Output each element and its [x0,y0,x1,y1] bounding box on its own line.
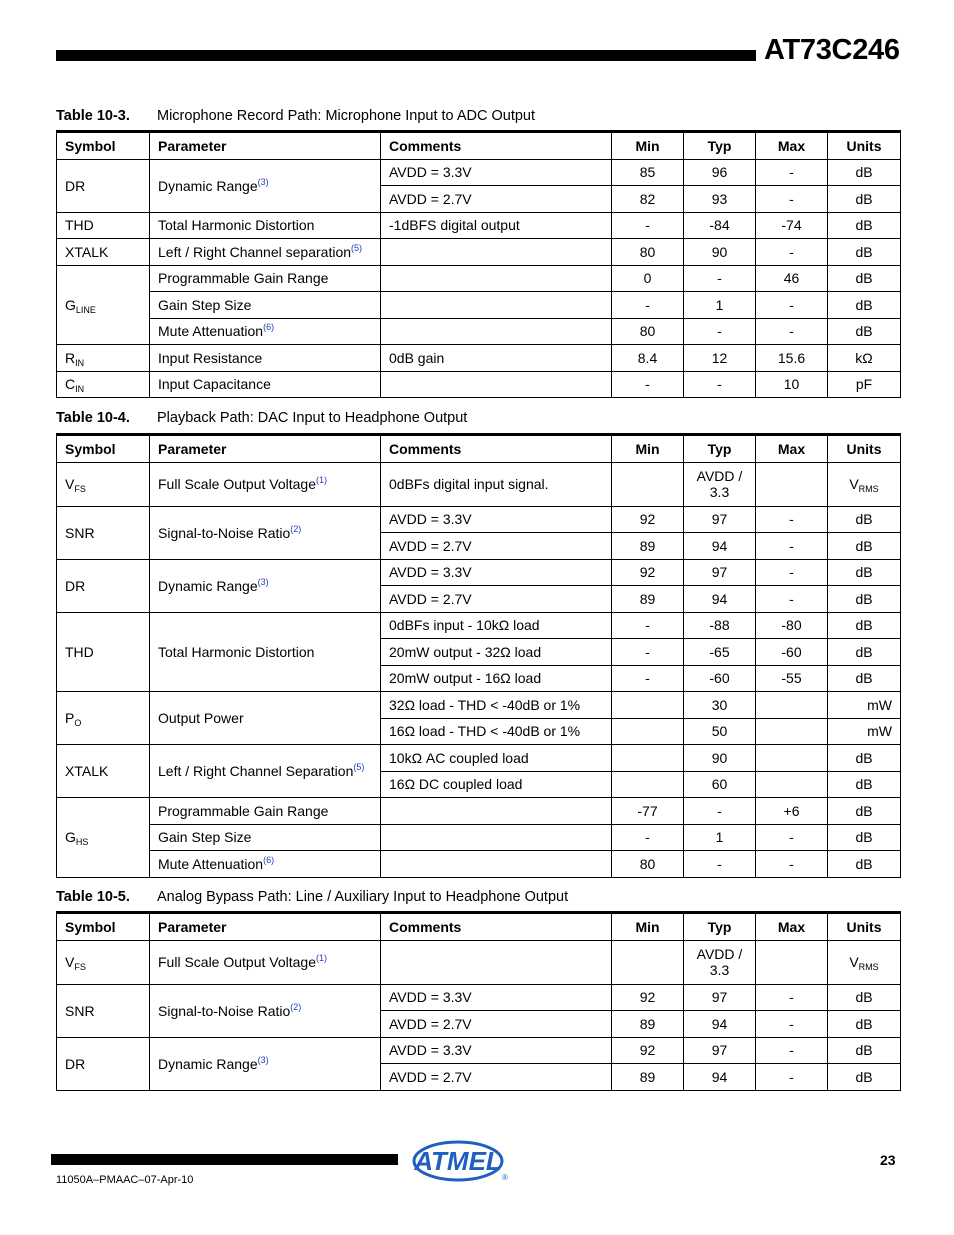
typ-cell: AVDD / 3.3 [684,940,756,984]
comment-cell: 32Ω load - THD < -40dB or 1% [381,692,612,719]
comment-cell: AVDD = 2.7V [381,1064,612,1091]
units-cell: dB [828,798,901,825]
column-header: Units [828,435,901,463]
units-cell: dB [828,239,901,266]
parameter-cell: Dynamic Range$^{(3)}$ [150,1037,381,1090]
column-header: Min [612,435,684,463]
units-cell: $V_{RMS}$ [828,940,901,984]
min-cell: 89 [612,586,684,613]
units-cell: dB [828,186,901,213]
comment-cell: AVDD = 2.7V [381,1011,612,1038]
symbol-cell: SNR [57,506,150,559]
typ-cell: 1 [684,292,756,319]
table-row [57,239,901,266]
table-row [57,940,901,984]
typ-cell: -84 [684,212,756,239]
column-header: Comments [381,913,612,941]
max-cell: - [756,186,828,213]
units-cell: mW [828,692,901,719]
symbol-cell: THD [57,212,150,239]
units-cell: dB [828,586,901,613]
min-cell: 0 [612,265,684,292]
comment-cell: AVDD = 3.3V [381,984,612,1011]
units-cell: dB [828,533,901,560]
units-cell: dB [828,639,901,666]
min-cell: - [612,665,684,692]
min-cell: 80 [612,318,684,345]
max-cell: - [756,984,828,1011]
parameter-cell: Mute Attenuation$^{(6)}$ [150,851,381,878]
symbol-cell: $V_{FS}$ [57,462,150,506]
max-cell: - [756,239,828,266]
symbol-cell: $P_O$ [57,692,150,745]
max-cell: -55 [756,665,828,692]
table-row [57,798,901,825]
footnote-ref[interactable]: (5) [351,242,363,253]
typ-cell: 97 [684,506,756,533]
table-10-5 [56,911,901,1091]
units-cell: dB [828,851,901,878]
min-cell: 92 [612,1037,684,1064]
table-10-3-caption [56,108,535,124]
max-cell [756,462,828,506]
column-header: Typ [684,435,756,463]
units-cell: dB [828,265,901,292]
comment-cell: AVDD = 3.3V [381,559,612,586]
min-cell [612,745,684,772]
symbol-cell: SNR [57,984,150,1037]
table-row [57,212,901,239]
column-header: Max [756,435,828,463]
max-cell: - [756,292,828,319]
table-10-5-caption [56,889,568,905]
min-cell: - [612,371,684,398]
header-rule [56,50,756,61]
column-header: Symbol [57,913,150,941]
header-row [57,132,901,160]
header-row [57,435,901,463]
max-cell [756,718,828,745]
header-row [57,913,901,941]
units-cell: mW [828,718,901,745]
min-cell: - [612,292,684,319]
comment-cell: AVDD = 2.7V [381,586,612,613]
page-number: 23 [880,1152,896,1168]
parameter-cell: Mute Attenuation$^{(6)}$ [150,318,381,345]
logo-text: ATMEL [414,1146,502,1176]
table-row [57,984,901,1011]
max-cell: -80 [756,612,828,639]
units-cell: dB [828,292,901,319]
typ-cell: 97 [684,559,756,586]
comment-cell: AVDD = 3.3V [381,506,612,533]
comment-cell [381,371,612,398]
typ-cell: 60 [684,771,756,798]
typ-cell: 97 [684,984,756,1011]
units-cell: dB [828,612,901,639]
min-cell: 80 [612,239,684,266]
parameter-cell: Input Capacitance [150,371,381,398]
max-cell: - [756,586,828,613]
comment-cell: 0dB gain [381,345,612,372]
comment-cell [381,239,612,266]
comment-cell [381,265,612,292]
comment-cell [381,318,612,345]
parameter-cell: Gain Step Size [150,292,381,319]
column-header: Symbol [57,132,150,160]
symbol-cell: XTALK [57,239,150,266]
typ-cell: -60 [684,665,756,692]
min-cell: 82 [612,186,684,213]
table-row [57,745,901,772]
units-cell: pF [828,371,901,398]
comment-cell: 16Ω load - THD < -40dB or 1% [381,718,612,745]
min-cell: - [612,639,684,666]
min-cell: 8.4 [612,345,684,372]
min-cell [612,940,684,984]
typ-cell: - [684,371,756,398]
comment-cell: AVDD = 3.3V [381,159,612,186]
table-row [57,851,901,878]
units-cell: dB [828,824,901,851]
typ-cell: 94 [684,1064,756,1091]
table-number: Table 10-3. [56,108,130,124]
parameter-cell: Output Power [150,692,381,745]
table-10-4-caption [56,410,467,426]
units-cell: dB [828,212,901,239]
table-title: Playback Path: DAC Input to Headphone Output [157,410,468,426]
comment-cell: 10kΩ AC coupled load [381,745,612,772]
parameter-cell: Left / Right Channel separation$^{(5)}$ [150,239,381,266]
footer-rule [51,1154,398,1165]
symbol-cell: DR [57,1037,150,1090]
column-header: Units [828,132,901,160]
comment-cell: 0dBFs digital input signal. [381,462,612,506]
units-cell: dB [828,1037,901,1064]
comment-cell: AVDD = 3.3V [381,1037,612,1064]
table-row [57,506,901,533]
parameter-cell: Signal-to-Noise Ratio$^{(2)}$ [150,984,381,1037]
table-row [57,1037,901,1064]
typ-cell: 30 [684,692,756,719]
min-cell [612,692,684,719]
max-cell: - [756,824,828,851]
table-row [57,318,901,345]
parameter-cell: Full Scale Output Voltage$^{(1)}$ [150,462,381,506]
max-cell: 10 [756,371,828,398]
table-10-4 [56,433,901,878]
footnote-ref[interactable]: (5) [353,762,365,772]
footnote-ref[interactable]: (3) [257,176,269,187]
min-cell: 85 [612,159,684,186]
max-cell: - [756,506,828,533]
units-cell: dB [828,745,901,772]
table-row [57,824,901,851]
units-cell: kΩ [828,345,901,372]
document-title: AT73C246 [764,34,900,66]
table-title: Analog Bypass Path: Line / Auxiliary Input to Headphone Output [157,889,569,905]
min-cell: 92 [612,984,684,1011]
parameter-cell: Dynamic Range$^{(3)}$ [150,159,381,212]
comment-cell: AVDD = 2.7V [381,533,612,560]
min-cell: - [612,212,684,239]
footnote-ref[interactable]: (3) [257,576,269,587]
typ-cell: -88 [684,612,756,639]
typ-cell: 94 [684,1011,756,1038]
column-header: Units [828,913,901,941]
max-cell: - [756,159,828,186]
min-cell: 89 [612,533,684,560]
max-cell [756,940,828,984]
typ-cell: 94 [684,533,756,560]
max-cell: -74 [756,212,828,239]
table-row [57,462,901,506]
comment-cell: 0dBFs input - 10kΩ load [381,612,612,639]
min-cell: 89 [612,1011,684,1038]
typ-cell: 90 [684,745,756,772]
units-cell: dB [828,665,901,692]
column-header: Parameter [150,435,381,463]
min-cell [612,462,684,506]
min-cell: 89 [612,1064,684,1091]
atmel-logo [412,1137,508,1185]
comment-cell [381,851,612,878]
symbol-cell: $V_{FS}$ [57,940,150,984]
units-cell: dB [828,1064,901,1091]
units-cell: dB [828,559,901,586]
column-header: Comments [381,435,612,463]
typ-cell: 94 [684,586,756,613]
parameter-cell: Full Scale Output Voltage$^{(1)}$ [150,940,381,984]
symbol-cell: $R_{IN}$ [57,345,150,372]
typ-cell: -65 [684,639,756,666]
footnote-ref[interactable]: (1) [316,475,327,485]
symbol-cell: $C_{IN}$ [57,371,150,398]
comment-cell [381,798,612,825]
max-cell: - [756,1064,828,1091]
column-header: Symbol [57,435,150,463]
min-cell: -77 [612,798,684,825]
comment-cell [381,292,612,319]
max-cell: -60 [756,639,828,666]
max-cell: - [756,851,828,878]
min-cell: 92 [612,559,684,586]
symbol-cell: THD [57,612,150,692]
typ-cell: - [684,265,756,292]
typ-cell: 97 [684,1037,756,1064]
max-cell [756,745,828,772]
table-row [57,292,901,319]
units-cell: dB [828,318,901,345]
footnote-ref[interactable]: (3) [257,1054,269,1065]
column-header: Max [756,132,828,160]
typ-cell: - [684,798,756,825]
column-header: Parameter [150,913,381,941]
typ-cell: 96 [684,159,756,186]
footnote-ref[interactable]: (6) [263,854,275,865]
typ-cell: - [684,851,756,878]
parameter-cell: Total Harmonic Distortion [150,612,381,692]
footnote-ref[interactable]: (6) [263,322,275,333]
footnote-ref[interactable]: (2) [290,523,302,534]
parameter-cell: Programmable Gain Range [150,265,381,292]
units-cell: $V_{RMS}$ [828,462,901,506]
min-cell: - [612,612,684,639]
max-cell: - [756,318,828,345]
comment-cell: 20mW output - 32Ω load [381,639,612,666]
symbol-cell: DR [57,559,150,612]
comment-cell: -1dBFS digital output [381,212,612,239]
footnote-ref[interactable]: (2) [290,1001,302,1012]
table-row [57,692,901,719]
comment-cell: 20mW output - 16Ω load [381,665,612,692]
parameter-cell: Left / Right Channel Separation$^{(5)}$ [150,745,381,798]
max-cell [756,692,828,719]
symbol-cell: XTALK [57,745,150,798]
comment-cell: AVDD = 2.7V [381,186,612,213]
min-cell [612,771,684,798]
max-cell: - [756,533,828,560]
max-cell: 46 [756,265,828,292]
comment-cell [381,824,612,851]
min-cell: - [612,824,684,851]
column-header: Min [612,132,684,160]
registered-mark: ® [502,1173,508,1182]
symbol-cell: DR [57,159,150,212]
table-row [57,612,901,639]
units-cell: dB [828,1011,901,1038]
column-header: Typ [684,132,756,160]
table-number: Table 10-4. [56,410,130,426]
typ-cell: AVDD / 3.3 [684,462,756,506]
table-title: Microphone Record Path: Microphone Input to ADC Output [157,108,536,124]
typ-cell: 50 [684,718,756,745]
comment-cell: 16Ω DC coupled load [381,771,612,798]
typ-cell: 93 [684,186,756,213]
table-row [57,559,901,586]
table-10-3 [56,130,901,398]
table-row [57,265,901,292]
parameter-cell: Signal-to-Noise Ratio$^{(2)}$ [150,506,381,559]
parameter-cell: Dynamic Range$^{(3)}$ [150,559,381,612]
column-header: Typ [684,913,756,941]
typ-cell: - [684,318,756,345]
column-header: Min [612,913,684,941]
parameter-cell: Programmable Gain Range [150,798,381,825]
parameter-cell: Gain Step Size [150,824,381,851]
units-cell: dB [828,771,901,798]
table-row [57,159,901,186]
symbol-cell: $G_{HS}$ [57,798,150,878]
table-number: Table 10-5. [56,889,130,905]
units-cell: dB [828,984,901,1011]
max-cell: +6 [756,798,828,825]
footnote-ref[interactable]: (1) [316,953,327,963]
comment-cell [381,940,612,984]
document-code: 11050A–PMAAC–07-Apr-10 [56,1174,194,1186]
max-cell: - [756,1037,828,1064]
column-header: Comments [381,132,612,160]
max-cell: 15.6 [756,345,828,372]
max-cell: - [756,1011,828,1038]
units-cell: dB [828,506,901,533]
table-row [57,345,901,372]
column-header: Parameter [150,132,381,160]
min-cell [612,718,684,745]
max-cell: - [756,559,828,586]
column-header: Max [756,913,828,941]
min-cell: 92 [612,506,684,533]
typ-cell: 90 [684,239,756,266]
parameter-cell: Input Resistance [150,345,381,372]
units-cell: dB [828,159,901,186]
parameter-cell: Total Harmonic Distortion [150,212,381,239]
symbol-cell: $G_{LINE}$ [57,265,150,345]
min-cell: 80 [612,851,684,878]
max-cell [756,771,828,798]
table-row [57,371,901,398]
typ-cell: 12 [684,345,756,372]
typ-cell: 1 [684,824,756,851]
